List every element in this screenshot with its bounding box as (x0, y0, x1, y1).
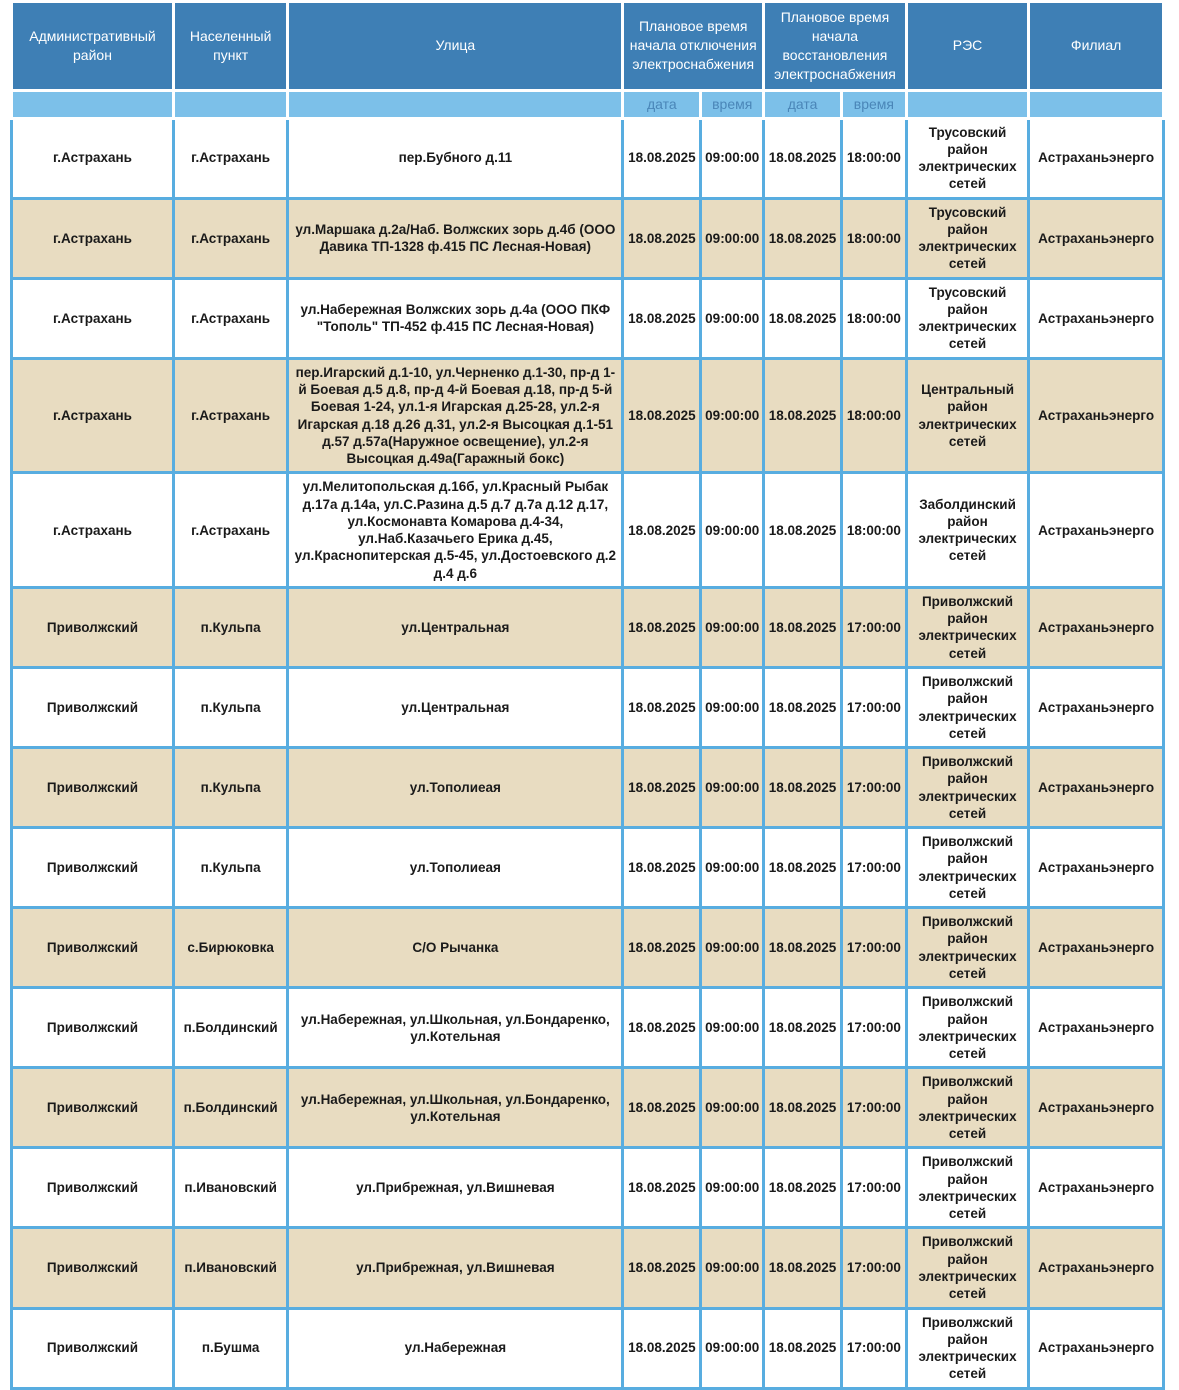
cell-res: Приволжский район электрических сетей (906, 668, 1028, 748)
cell-branch: Астраханьэнерго (1029, 278, 1164, 358)
cell-settlement: п.Кульпа (173, 828, 287, 908)
cell-district: Приволжский (12, 828, 174, 908)
cell-on-date: 18.08.2025 (764, 668, 842, 748)
table-row (12, 988, 1164, 1068)
cell-street: ул.Прибрежная, ул.Вишневая (288, 1148, 623, 1228)
subheader-on-date: дата (764, 90, 842, 118)
cell-res: Трусовский район электрических сетей (906, 198, 1028, 278)
cell-settlement: г.Астрахань (173, 198, 287, 278)
cell-street: ул.Маршака д.2а/Наб. Волжских зорь д.4б (ООО Давика ТП-1328 ф.415 ПС Лесная-Новая) (288, 198, 623, 278)
cell-on-date: 18.08.2025 (764, 358, 842, 473)
cell-branch: Астраханьэнерго (1029, 1228, 1164, 1308)
cell-on-date: 18.08.2025 (764, 748, 842, 828)
cell-off-time: 09:00:00 (701, 668, 764, 748)
cell-settlement: п.Кульпа (173, 587, 287, 667)
cell-settlement: п.Кульпа (173, 748, 287, 828)
cell-on-time: 18:00:00 (842, 198, 907, 278)
cell-on-date: 18.08.2025 (764, 587, 842, 667)
header-district: Административный район (12, 2, 174, 91)
header-planned-off: Плановое время начала отключения электроснабжения (623, 2, 764, 91)
table-header (12, 2, 1164, 119)
cell-district: г.Астрахань (12, 118, 174, 198)
cell-settlement: с.Бирюковка (173, 908, 287, 988)
cell-off-date: 18.08.2025 (623, 1068, 701, 1148)
cell-district: Приволжский (12, 1148, 174, 1228)
cell-off-date: 18.08.2025 (623, 988, 701, 1068)
cell-street: ул.Набережная (288, 1308, 623, 1388)
table-row (12, 1228, 1164, 1308)
cell-district: Приволжский (12, 1068, 174, 1148)
cell-res: Трусовский район электрических сетей (906, 118, 1028, 198)
cell-branch: Астраханьэнерго (1029, 748, 1164, 828)
cell-on-date: 18.08.2025 (764, 1228, 842, 1308)
cell-on-date: 18.08.2025 (764, 1148, 842, 1228)
cell-on-time: 17:00:00 (842, 908, 907, 988)
cell-res: Приволжский район электрических сетей (906, 908, 1028, 988)
header-row (12, 2, 1164, 91)
cell-branch: Астраханьэнерго (1029, 358, 1164, 473)
cell-on-time: 17:00:00 (842, 1228, 907, 1308)
cell-district: г.Астрахань (12, 198, 174, 278)
table-row (12, 668, 1164, 748)
cell-on-time: 17:00:00 (842, 1308, 907, 1388)
cell-on-date: 18.08.2025 (764, 118, 842, 198)
cell-on-date: 18.08.2025 (764, 473, 842, 588)
cell-off-date: 18.08.2025 (623, 118, 701, 198)
cell-on-time: 17:00:00 (842, 1148, 907, 1228)
table-row (12, 828, 1164, 908)
cell-res: Приволжский район электрических сетей (906, 1068, 1028, 1148)
cell-settlement: п.Болдинский (173, 988, 287, 1068)
cell-settlement: г.Астрахань (173, 473, 287, 588)
cell-district: г.Астрахань (12, 473, 174, 588)
table-row (12, 908, 1164, 988)
cell-branch: Астраханьэнерго (1029, 198, 1164, 278)
subheader-branch-empty (1029, 90, 1164, 118)
cell-on-date: 18.08.2025 (764, 198, 842, 278)
cell-res: Приволжский район электрических сетей (906, 587, 1028, 667)
cell-district: Приволжский (12, 1308, 174, 1388)
cell-off-time: 09:00:00 (701, 587, 764, 667)
cell-off-date: 18.08.2025 (623, 473, 701, 588)
cell-off-time: 09:00:00 (701, 118, 764, 198)
cell-branch: Астраханьэнерго (1029, 908, 1164, 988)
header-street: Улица (288, 2, 623, 91)
cell-res: Приволжский район электрических сетей (906, 1228, 1028, 1308)
cell-branch: Астраханьэнерго (1029, 1068, 1164, 1148)
cell-off-date: 18.08.2025 (623, 587, 701, 667)
table-row (12, 1148, 1164, 1228)
cell-district: Приволжский (12, 988, 174, 1068)
cell-district: Приволжский (12, 908, 174, 988)
table-body (12, 118, 1164, 1388)
cell-off-date: 18.08.2025 (623, 198, 701, 278)
header-settlement: Населенный пункт (173, 2, 287, 91)
cell-street: пер.Бубного д.11 (288, 118, 623, 198)
cell-off-time: 09:00:00 (701, 908, 764, 988)
cell-district: г.Астрахань (12, 358, 174, 473)
subheader-off-time: время (701, 90, 764, 118)
cell-on-time: 17:00:00 (842, 668, 907, 748)
subheader-res-empty (906, 90, 1028, 118)
cell-street: ул.Центральная (288, 668, 623, 748)
cell-street: ул.Центральная (288, 587, 623, 667)
subheader-row (12, 90, 1164, 118)
cell-off-time: 09:00:00 (701, 1308, 764, 1388)
cell-off-time: 09:00:00 (701, 278, 764, 358)
cell-res: Приволжский район электрических сетей (906, 1148, 1028, 1228)
subheader-settlement-empty (173, 90, 287, 118)
cell-off-date: 18.08.2025 (623, 828, 701, 908)
table-row (12, 748, 1164, 828)
cell-district: Приволжский (12, 587, 174, 667)
cell-off-time: 09:00:00 (701, 988, 764, 1068)
cell-off-time: 09:00:00 (701, 748, 764, 828)
table-row (12, 473, 1164, 588)
cell-res: Центральный район электрических сетей (906, 358, 1028, 473)
header-planned-on: Плановое время начала восстановления электроснабжения (764, 2, 907, 91)
cell-res: Приволжский район электрических сетей (906, 748, 1028, 828)
cell-on-date: 18.08.2025 (764, 1308, 842, 1388)
cell-off-date: 18.08.2025 (623, 908, 701, 988)
cell-off-date: 18.08.2025 (623, 1228, 701, 1308)
cell-on-time: 17:00:00 (842, 988, 907, 1068)
cell-street: ул.Тополиеая (288, 748, 623, 828)
cell-on-date: 18.08.2025 (764, 1068, 842, 1148)
outage-schedule-table (10, 0, 1165, 1390)
cell-off-date: 18.08.2025 (623, 748, 701, 828)
cell-on-date: 18.08.2025 (764, 988, 842, 1068)
cell-street: ул.Тополиеая (288, 828, 623, 908)
subheader-off-date: дата (623, 90, 701, 118)
cell-off-date: 18.08.2025 (623, 1308, 701, 1388)
table-row (12, 118, 1164, 198)
cell-off-date: 18.08.2025 (623, 358, 701, 473)
cell-street: ул.Набережная, ул.Школьная, ул.Бондаренко, ул.Котельная (288, 988, 623, 1068)
cell-district: Приволжский (12, 748, 174, 828)
cell-branch: Астраханьэнерго (1029, 473, 1164, 588)
cell-settlement: г.Астрахань (173, 278, 287, 358)
cell-street: ул.Набережная Волжских зорь д.4а (ООО ПКФ "Тополь" ТП-452 ф.415 ПС Лесная-Новая) (288, 278, 623, 358)
cell-branch: Астраханьэнерго (1029, 668, 1164, 748)
cell-off-date: 18.08.2025 (623, 278, 701, 358)
cell-on-date: 18.08.2025 (764, 278, 842, 358)
cell-off-time: 09:00:00 (701, 198, 764, 278)
table-row (12, 278, 1164, 358)
cell-street: С/О Рычанка (288, 908, 623, 988)
header-res: РЭС (906, 2, 1028, 91)
cell-settlement: п.Кульпа (173, 668, 287, 748)
cell-on-time: 18:00:00 (842, 473, 907, 588)
cell-on-time: 18:00:00 (842, 118, 907, 198)
cell-on-time: 18:00:00 (842, 358, 907, 473)
cell-off-date: 18.08.2025 (623, 1148, 701, 1228)
cell-res: Заболдинский район электрических сетей (906, 473, 1028, 588)
cell-on-time: 17:00:00 (842, 587, 907, 667)
cell-branch: Астраханьэнерго (1029, 118, 1164, 198)
cell-on-time: 18:00:00 (842, 278, 907, 358)
cell-res: Трусовский район электрических сетей (906, 278, 1028, 358)
cell-branch: Астраханьэнерго (1029, 1308, 1164, 1388)
cell-branch: Астраханьэнерго (1029, 988, 1164, 1068)
cell-district: Приволжский (12, 1228, 174, 1308)
cell-district: Приволжский (12, 668, 174, 748)
cell-district: г.Астрахань (12, 278, 174, 358)
table-row (12, 358, 1164, 473)
cell-on-time: 17:00:00 (842, 828, 907, 908)
cell-street: пер.Игарский д.1-10, ул.Черненко д.1-30, пр-д 1-й Боевая д.5 д.8, пр-д 4-й Боевая д.18, пр-д 5-й Боевая 1-24, ул.1-я Игарская д.25-28, ул.2-я Игарская д.18 д.26 д.31, ул.2-я Высоцкая д.1-51 д.57 д.57а(Наружное освещение), ул.2-я Высоцкая д.49а(Гаражный бокс) (288, 358, 623, 473)
cell-off-time: 09:00:00 (701, 358, 764, 473)
subheader-on-time: время (842, 90, 907, 118)
cell-res: Приволжский район электрических сетей (906, 828, 1028, 908)
cell-branch: Астраханьэнерго (1029, 828, 1164, 908)
table-row (12, 198, 1164, 278)
cell-settlement: г.Астрахань (173, 118, 287, 198)
cell-settlement: п.Ивановский (173, 1228, 287, 1308)
cell-settlement: п.Бушма (173, 1308, 287, 1388)
table-row (12, 1068, 1164, 1148)
cell-off-time: 09:00:00 (701, 1148, 764, 1228)
cell-street: ул.Прибрежная, ул.Вишневая (288, 1228, 623, 1308)
cell-off-time: 09:00:00 (701, 828, 764, 908)
table-row (12, 587, 1164, 667)
cell-settlement: г.Астрахань (173, 358, 287, 473)
cell-off-date: 18.08.2025 (623, 668, 701, 748)
cell-res: Приволжский район электрических сетей (906, 1308, 1028, 1388)
cell-off-time: 09:00:00 (701, 1228, 764, 1308)
subheader-street-empty (288, 90, 623, 118)
cell-res: Приволжский район электрических сетей (906, 988, 1028, 1068)
cell-settlement: п.Болдинский (173, 1068, 287, 1148)
cell-branch: Астраханьэнерго (1029, 587, 1164, 667)
subheader-district-empty (12, 90, 174, 118)
cell-street: ул.Набережная, ул.Школьная, ул.Бондаренко, ул.Котельная (288, 1068, 623, 1148)
cell-off-time: 09:00:00 (701, 1068, 764, 1148)
cell-on-time: 17:00:00 (842, 1068, 907, 1148)
cell-settlement: п.Ивановский (173, 1148, 287, 1228)
table-row (12, 1308, 1164, 1388)
cell-off-time: 09:00:00 (701, 473, 764, 588)
cell-street: ул.Мелитопольская д.16б, ул.Красный Рыбак д.17а д.14а, ул.С.Разина д.5 д.7 д.7а д.12 д.17, ул.Космонавта Комарова д.4-34, ул.Наб.Казачьего Ерика д.45, ул.Краснопитерская д.5-45, ул.Достоевского д.2 д.4 д.6 (288, 473, 623, 588)
header-branch: Филиал (1029, 2, 1164, 91)
cell-on-date: 18.08.2025 (764, 828, 842, 908)
cell-on-date: 18.08.2025 (764, 908, 842, 988)
cell-branch: Астраханьэнерго (1029, 1148, 1164, 1228)
cell-on-time: 17:00:00 (842, 748, 907, 828)
